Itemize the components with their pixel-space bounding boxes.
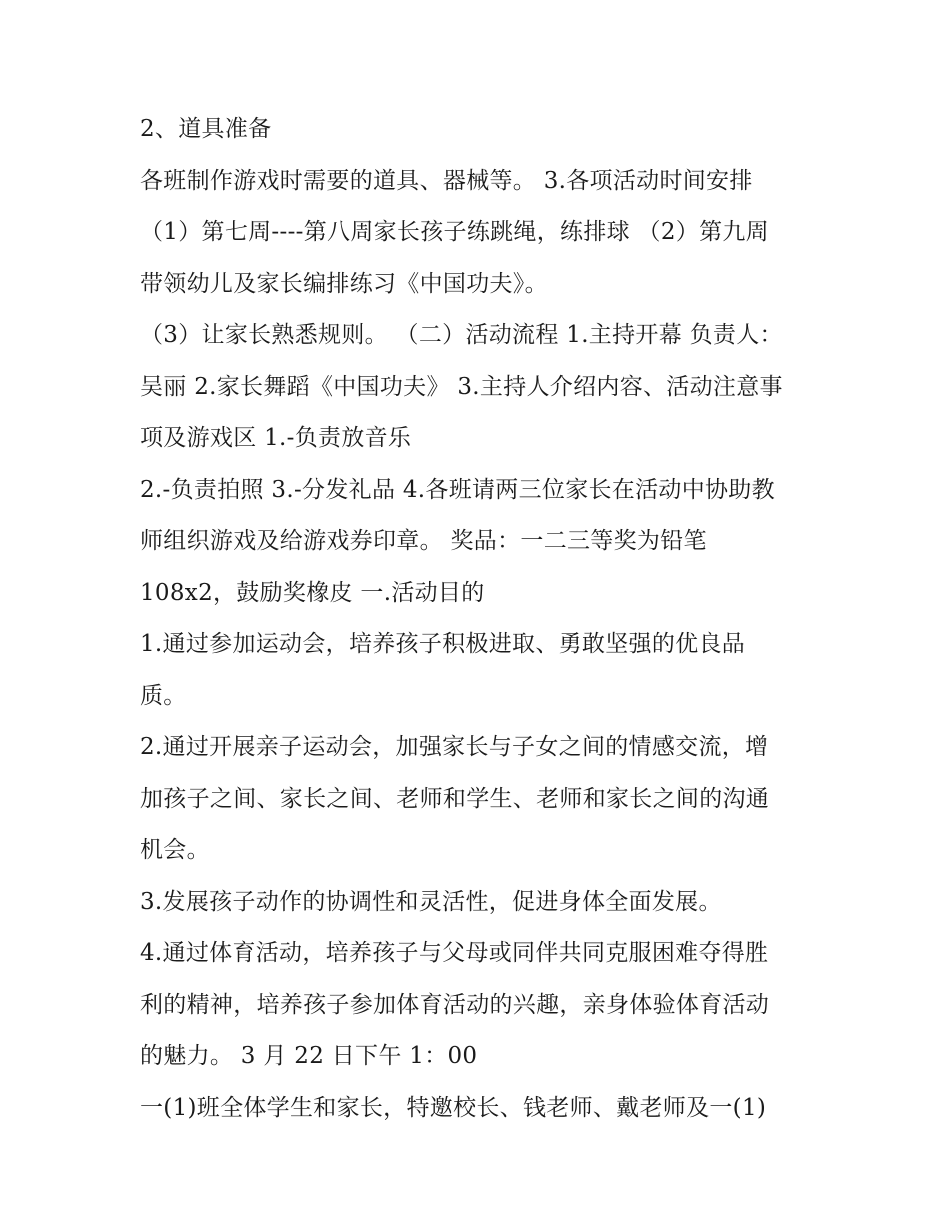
text-line: 108x2，鼓励奖橡皮 一.活动目的 xyxy=(140,579,485,606)
text-line: （3）让家长熟悉规则。 （二）活动流程 1.主持开幕 负责人： xyxy=(140,322,783,348)
text-line: 机会。 xyxy=(140,837,210,863)
text-line: 利的精神，培养孩子参加体育活动的兴趣，亲身体验体育活动 xyxy=(140,991,770,1018)
text-line: 2、道具准备 xyxy=(140,116,272,142)
text-line: 各班制作游戏时需要的道具、器械等。 3.各项活动时间安排 xyxy=(140,167,753,194)
text-line: 2.通过开展亲子运动会，加强家长与子女之间的情感交流，增 xyxy=(140,734,769,760)
text-line: 一(1)班全体学生和家长，特邀校长、钱老师、戴老师及一(1) xyxy=(140,1094,767,1121)
text-line: 吴丽 2.家长舞蹈《中国功夫》 3.主持人介绍内容、活动注意事 xyxy=(140,373,783,400)
text-line: 3.发展孩子动作的协调性和灵活性，促进身体全面发展。 xyxy=(140,888,722,915)
text-line: 项及游戏区 1.-负责放音乐 xyxy=(140,425,412,451)
text-line: 加孩子之间、家长之间、老师和学生、老师和家长之间的沟通 xyxy=(140,785,770,812)
text-line: 带领幼儿及家长编排练习《中国功夫》。 xyxy=(140,270,548,297)
text-line: 4.通过体育活动，培养孩子与父母或同伴共同克服困难夺得胜 xyxy=(140,940,769,966)
text-line: 质。 xyxy=(140,682,187,709)
text-line: 2.-负责拍照 3.-分发礼品 4.各班请两三位家长在活动中协助教 xyxy=(140,476,775,503)
document-body xyxy=(140,104,820,1134)
text-line: 1.通过参加运动会，培养孩子积极进取、勇敢坚强的优良品 xyxy=(140,631,746,657)
text-line: 师组织游戏及给游戏券印章。 奖品：一二三等奖为铅笔 xyxy=(140,528,707,554)
text-line: （1）第七周----第八周家长孩子练跳绳，练排球 （2）第九周 xyxy=(140,219,769,245)
text-line: 的魅力。 3 月 22 日下午 1：00 xyxy=(140,1043,478,1069)
